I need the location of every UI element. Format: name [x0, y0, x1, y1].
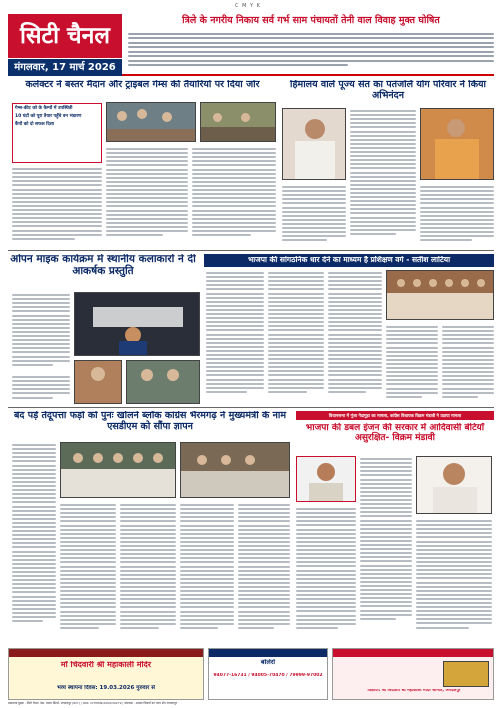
- issue-date: मंगलवार, 17 मार्च 2026: [8, 59, 122, 76]
- story-2-body: [420, 184, 494, 248]
- story-4-body: [328, 270, 382, 404]
- top-headline: त्रिले के नगरीय निकाय सर्व गर्भ साम पंचायतों तेनी वाल विवाह मुक्त घोषित: [182, 15, 440, 26]
- story-6-headline: भाजपा की डबल इंजन की सरकार में आदिवासी बेटियाँ असुरक्षित- विक्रम मंडावी: [305, 423, 485, 444]
- story-5-headline: बंद पड़े तेंदूपत्ता फड़ों को पुनः खोलने ब्लॉक कांग्रेस भैरमगढ़ ने मुख्यमंत्री के नाम एसडीएम को सौंपा ज्ञापन: [13, 411, 287, 432]
- story-1-body: [12, 166, 102, 246]
- story-1-photo: [106, 102, 196, 142]
- story-4-body: [268, 270, 324, 404]
- story-1-body: [106, 146, 188, 246]
- story-1-body: [192, 146, 276, 246]
- dealer-ad-phone: 94077-16731 / 94005-70470 / 79999-97002: [213, 673, 323, 678]
- story-5-body: [12, 442, 56, 642]
- story-2-body: [350, 108, 416, 248]
- highlight-item: 10 घंटों को पूरा तैयार पहुँचे वन भंडारण: [15, 113, 82, 119]
- jewellery-ad: [332, 648, 494, 700]
- newspaper-logo: सिटी चैनल: [8, 14, 122, 58]
- advertisement-strip: [8, 648, 494, 700]
- story-6-body: [416, 518, 492, 642]
- jewellery-ad-image: [443, 661, 489, 687]
- section-divider: [8, 407, 494, 408]
- story-3-body: [12, 374, 70, 404]
- story-4-body: [442, 324, 494, 404]
- story-6-kicker: विधानसभा में गूंजा गेदा‌गुड़ा का मामला, कांग्रेस विधायक विक्रम मंडावी ने उठाया मामला: [328, 413, 462, 418]
- temple-ad: [8, 648, 204, 700]
- story-2-photo-2: [420, 108, 494, 180]
- temple-ad-date: भव्य स्थापना दिवस: 19.03.2026 गुरुवार से: [56, 685, 156, 691]
- story-5-photo-2: [180, 442, 290, 498]
- imprint-line: प्रकाशक मुद्रक - सिटी चैनल, प्रेस: बस्तर प्रिंटर्स, जगदलपुर (छ.ग.) | RNI: CHHHIN/2009/30279 | संपादक - समस्त विवादों का न्याय क्षेत्र जगदलपुर: [8, 701, 178, 705]
- story-4-body: [386, 324, 438, 404]
- temple-ad-title: माँ चिंदवारी श्री महाकाली मंदिर: [60, 661, 152, 669]
- story-1-photo-2: [200, 102, 276, 142]
- story-4-photo: [386, 270, 494, 320]
- story-3-body: [12, 292, 70, 372]
- story-5-body: [238, 502, 290, 642]
- color-registration-mark: C M Y K: [235, 3, 261, 9]
- story-6-body: [296, 506, 356, 642]
- story-5-photo: [60, 442, 176, 498]
- story-4-body: [206, 270, 264, 404]
- story-4-headline: भाजपा की सांगठनिक धार देने का माध्यम है प्रशिक्षण वर्ग - सतीश लाटिया: [247, 256, 451, 264]
- story-3-headline: ओपन माइक कार्यक्रम में स्थानीय कलाकारों ने दी आकर्षक प्रस्तुति: [10, 254, 196, 277]
- section-divider: [8, 250, 494, 251]
- story-1-headline: कलेक्टर ने बस्तर मैदान और ट्राइबल गेम्स की तैयारियों पर दिया जोर: [25, 80, 260, 90]
- story-3-photo-2: [74, 360, 122, 404]
- top-story-body: [128, 30, 494, 74]
- highlight-item: कैंपों को दो सफल दिशा: [15, 121, 54, 127]
- story-6-inset-photo: [296, 456, 356, 502]
- story-2-photo: [282, 108, 346, 180]
- dealer-ad: [208, 648, 328, 700]
- highlight-item: गेम्स-कीट को के कैम्पों में उपस्थिती: [15, 106, 73, 111]
- story-3-photo-3: [126, 360, 200, 404]
- story-6-body: [360, 456, 412, 642]
- story-6-photo: [416, 456, 492, 514]
- story-5-body: [180, 502, 234, 642]
- story-5-body: [120, 502, 176, 642]
- masthead: [8, 14, 494, 76]
- story-3-photo: [74, 292, 200, 356]
- story-2-headline: हिमालय वाले पूज्य संत का पतंजलि योग परिवार ने किया अभिनंदन: [290, 80, 486, 101]
- story-1-highlights: [12, 103, 102, 163]
- story-5-body: [60, 502, 116, 642]
- story-2-body: [282, 184, 346, 248]
- dealer-ad-title: बोलेरो: [260, 659, 276, 666]
- notice-title: विज्ञप्ति: श्री चिंदवारी श्री महाकाली मंदिर समिति, जगदलपुर: [367, 689, 461, 693]
